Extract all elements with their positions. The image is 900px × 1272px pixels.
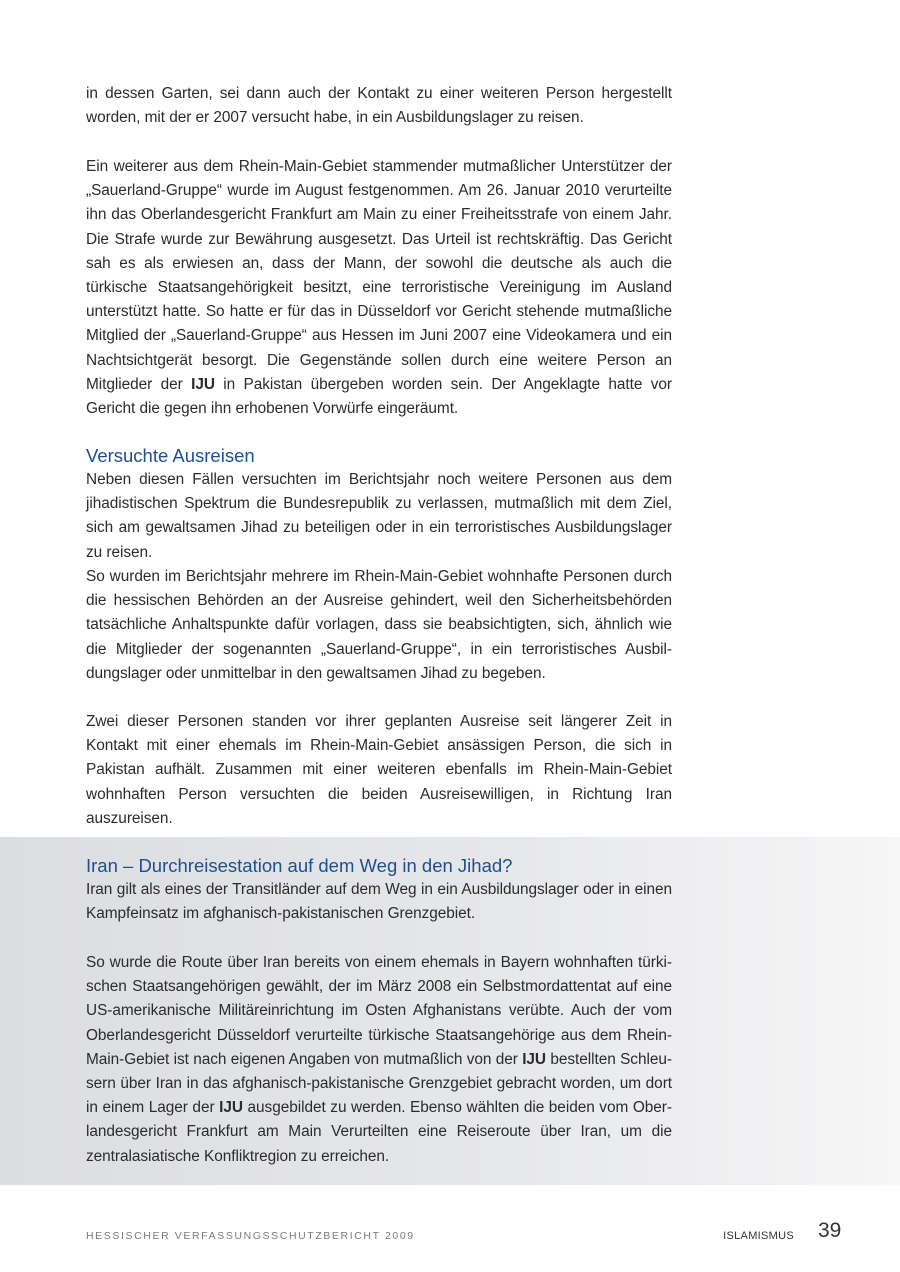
term-iju: IJU bbox=[522, 1050, 546, 1068]
paragraph-garden-contact: in dessen Garten, sei dann auch der Kontakt zu einer weiteren Person hergestellt worden, mit der er 2007 versucht habe, in ein Ausbildungslager zu reisen. bbox=[86, 85, 672, 127]
paragraph-text: bestellten Schleusern über Iran in das afghanisch-pakistanische Grenzgebiet gebracht worden, um dort in einem Lager der bbox=[86, 1050, 672, 1117]
paragraph-text: ausgebildet zu werden. Ebenso wählten die beiden vom Oberlandesgericht Frankfurt am Main Verurteilten eine Reiseroute über Iran, um die zentralasiatische Konfliktregion zu erreichen. bbox=[86, 1099, 672, 1165]
paragraph-text: Ein weiterer aus dem Rhein-Main-Gebiet stammender mutmaßlicher Unterstützer der „Sauerland-Gruppe“ wurde im August festgenommen. Am 26. Januar 2010 verurteilte ihn das Oberlandesgericht Frankfurt am Main zu einer Freiheitsstrafe von einem Jahr. Die Strafe wurde zur Bewährung ausgesetzt. Das Urteil ist rechtskräftig. Das Gericht sah es als erwiesen an, dass der Mann, der sowohl die deutsche als auch die türkische Staatsangehörigkeit besitzt, eine terroristische Vereinigung im Ausland unterstützt hatte. So hatte er für das in Düsseldorf vor Gericht stehende mutmaßliche Mitglied der „Sauerland-Gruppe“ aus Hessen im Juni 2007 eine Videokamera und ein Nachtsichtgerät besorgt. Die Gegenstände sollen durch eine weitere Person an Mitglieder der bbox=[86, 158, 672, 393]
paragraph-contact-pakistan: Zwei dieser Personen standen vor ihrer geplanten Ausreise seit längerer Zeit in Kontakt mit einer ehemals im Rhein-Main-Gebiet ansässigen Person, die sich in Pakistan aufhält. Zusammen mit einer weiteren ebenfalls im Rhein-Main-Gebiet wohnhaften Person versuchten die beiden Ausreisewilligen, in Richtung Iran auszureisen. bbox=[86, 713, 672, 827]
info-box-paragraph-transit: Iran gilt als eines der Transitländer auf dem Weg in ein Ausbildungslager oder in einen Kampfeinsatz im afghanisch-pakistanischen Grenzgebiet. bbox=[86, 881, 672, 923]
footer-section-label: ISLAMISMUS bbox=[723, 1230, 794, 1242]
info-box-paragraph-route bbox=[86, 951, 672, 1169]
term-iju: IJU bbox=[191, 375, 215, 393]
term-iju: IJU bbox=[219, 1099, 243, 1117]
page-number: 39 bbox=[818, 1219, 842, 1242]
paragraph-prevented-departure: So wurden im Berichtsjahr mehrere im Rhein-Main-Gebiet wohnhafte Personen durch die hessischen Behörden an der Ausreise gehindert, weil den Sicherheitsbehörden tatsächliche Anhaltspunkte dafür vorlagen, dass sie beabsichtigten, sich, ähnlich wie die Mitglieder der sogenannten „Sauerland-Gruppe“, in ein terroristisches Ausbildungslager oder unmittelbar in den gewaltsamen Jihad zu begeben. bbox=[86, 568, 672, 682]
section-heading-versuchte-ausreisen: Versuchte Ausreisen bbox=[86, 445, 255, 466]
paragraph-sauerland-supporter bbox=[86, 155, 672, 421]
footer-report-title: HESSISCHER VERFASSUNGSSCHUTZBERICHT 2009 bbox=[86, 1230, 415, 1242]
paragraph-text: So wurde die Route über Iran bereits von einem ehemals in Bayern wohnhaften türkischen Staatsangehörigen gewählt, der im März 2008 ein Selbstmordattentat auf eine US-amerikanische Militäreinrichtung im Osten Afghanistans verübte. Auch der vom Oberlandesgericht Düsseldorf verurteilte türkische Staatsangehörige aus dem Rhein-Main-Gebiet ist nach eigenen Angaben von mutmaßlich von der bbox=[86, 954, 672, 1068]
info-box-heading: Iran – Durchreisestation auf dem Weg in den Jihad? bbox=[86, 855, 513, 876]
paragraph-text: in Pakistan übergeben worden sein. Der Angeklagte hatte vor Gericht die gegen ihn erhobenen Vorwürfe eingeräumt. bbox=[86, 375, 672, 418]
paragraph-other-persons: Neben diesen Fällen versuchten im Berichtsjahr noch weitere Personen aus dem jihadistischen Spektrum die Bundesrepublik zu verlassen, mutmaßlich mit dem Ziel, sich am gewaltsamen Jihad zu beteiligen oder in ein terroristisches Ausbildungslager zu reisen. bbox=[86, 471, 672, 561]
